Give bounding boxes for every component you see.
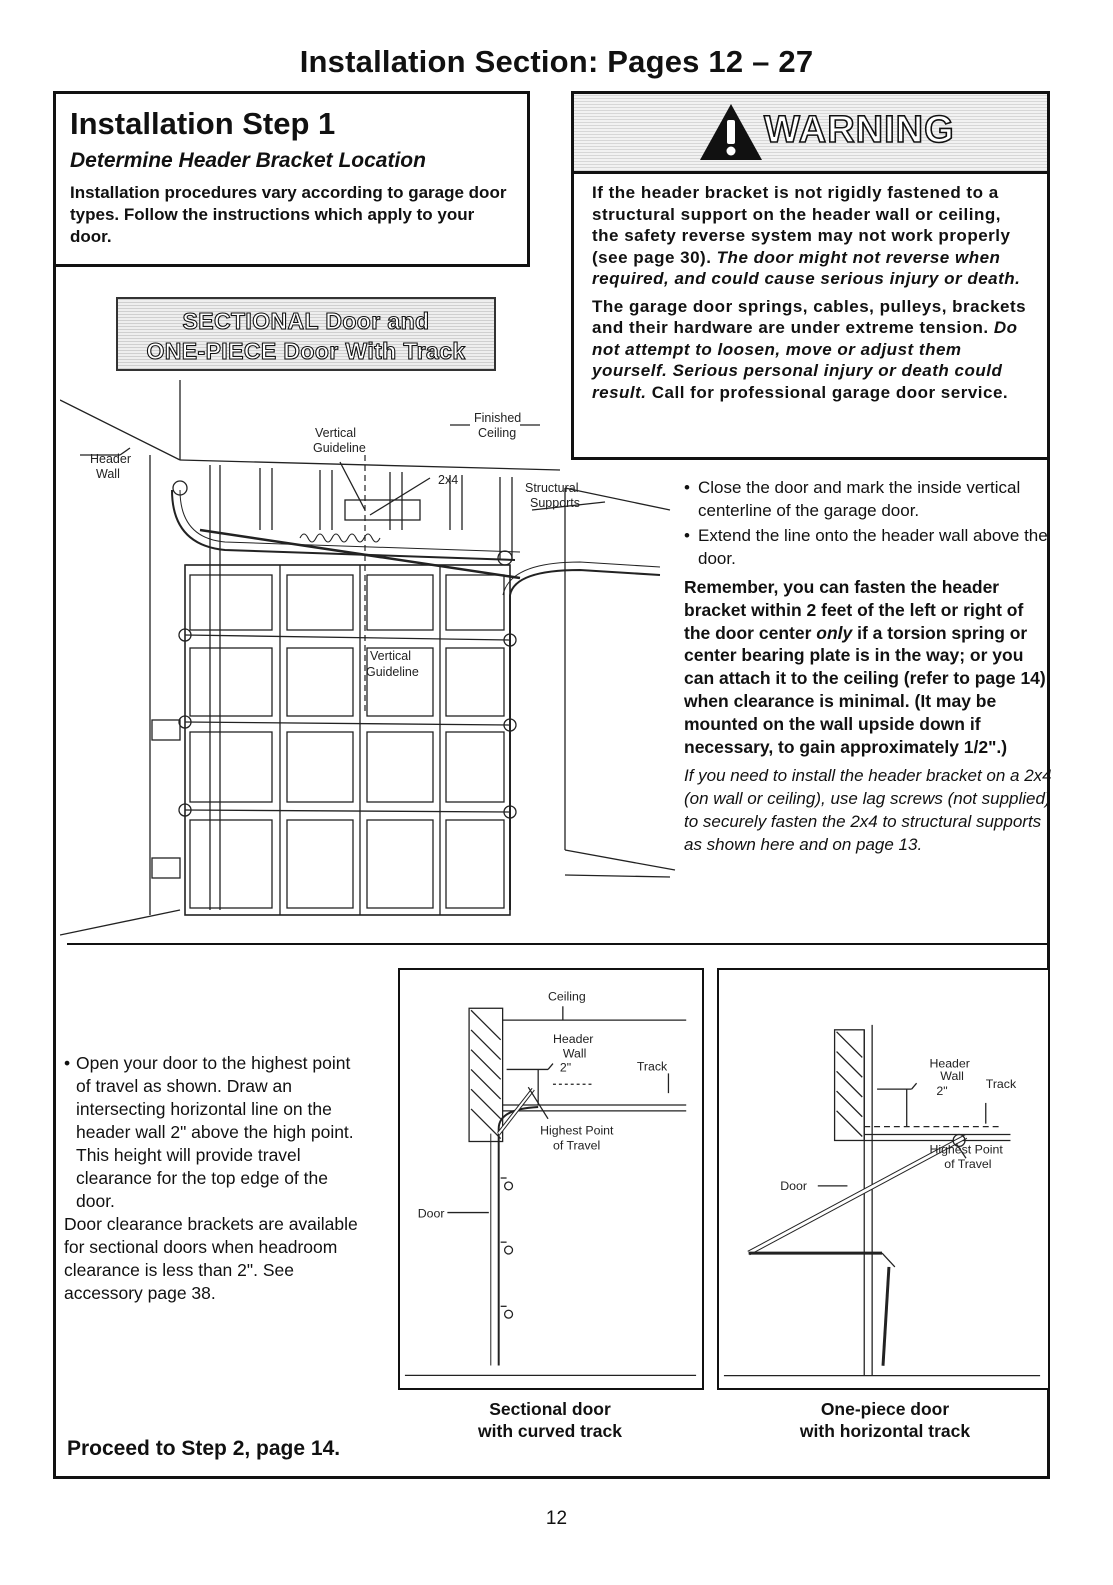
open-door-text: Open your door to the highest point of travel as shown. Draw an intersecting horizontal line on the header wall 2" above the high point. This height will provide travel clearance for the top edge of the door. — [76, 1053, 354, 1211]
step-box — [53, 91, 530, 267]
warning-triangle-icon — [698, 102, 764, 162]
highest-point-label-2: of Travel — [944, 1157, 992, 1172]
onepiece-caption-1: One-piece door — [820, 1399, 950, 1419]
remember-paragraph — [684, 576, 1052, 758]
vertical-guideline-label-2: Guideline — [313, 441, 366, 455]
bullet-1-text: Close the door and mark the inside vertical centerline of the garage door. — [698, 478, 1021, 520]
garage-door-illustration — [60, 380, 680, 940]
open-door-bullet: • Open your door to the highest point of travel as shown. Draw an intersecting horizontal line on the header wall 2" above the high point. This height will provide travel clearance for the top edge of the door. — [64, 1052, 364, 1213]
wall-label: Wall — [562, 1046, 587, 1061]
page-number: 12 — [545, 1508, 568, 1529]
page-heading: Installation Section: Pages 12 – 27 — [299, 44, 814, 79]
sectional-caption-2: with curved track — [478, 1421, 622, 1441]
lag-screws-paragraph: If you need to install the header bracket on a 2x4 (on wall or ceiling), use lag screws (not supplied) to securely fasten the 2x4 to structural supports as shown here and on page 13. — [684, 766, 1052, 855]
header-wall-label-2: Wall — [96, 467, 120, 481]
wall-label: Wall — [940, 1069, 964, 1084]
two-inch-label: 2" — [559, 1060, 572, 1075]
warning-text — [574, 174, 1047, 403]
proceed-link: Proceed to Step 2, page 14. — [67, 1437, 341, 1460]
highest-point-label-2: of Travel — [552, 1138, 601, 1153]
finished-ceiling-label-1: Finished — [474, 411, 522, 425]
inner-vertical-label-1: Vertical — [370, 649, 411, 663]
track-label: Track — [636, 1059, 668, 1074]
inner-vertical-label-2: Guideline — [366, 665, 419, 679]
highest-point-label-1: Highest Point — [540, 1123, 614, 1138]
warning-title: WARNING — [764, 109, 955, 151]
onepiece-caption — [760, 1398, 1010, 1442]
banner-line-1: SECTIONAL Door and — [182, 308, 430, 334]
track-label: Track — [985, 1077, 1017, 1092]
vertical-guideline-label-1: Vertical — [315, 426, 356, 440]
sectional-door-diagram — [398, 968, 704, 1390]
remember-only: only — [816, 622, 853, 643]
right-column-text — [684, 476, 1052, 856]
bullet-2-text: Extend the line onto the header wall above the door. — [698, 526, 1048, 568]
warning-banner — [574, 94, 1047, 174]
header-wall-label-1: Header — [90, 452, 131, 466]
clearance-paragraph: Door clearance brackets are available for sectional doors when headroom clearance is less than 2". See accessory page 38. — [64, 1214, 358, 1303]
remember-pre: Remember, you can fasten the header bracket within 2 feet of the left or right of the door center — [684, 577, 1024, 643]
structural-supports-label-2: Supports — [530, 496, 581, 510]
warning-p1-italic: The door might not reverse when required, and could cause serious injury or death. — [592, 247, 1021, 288]
instruction-bullet-1: • Close the door and mark the inside vertical centerline of the garage door. — [684, 476, 1052, 522]
warning-p2-bold: The garage door springs, cables, pulleys, brackets and their hardware are under extreme tension. — [592, 296, 1027, 337]
sectional-caption — [430, 1398, 670, 1442]
left-bottom-text — [64, 1052, 364, 1305]
structural-supports-label-1: Structural — [525, 481, 579, 495]
onepiece-door-diagram — [717, 968, 1050, 1390]
step-subtitle: Determine Header Bracket Location — [70, 149, 426, 172]
warning-p2-italic: Do not attempt to loosen, move or adjust them yourself. Serious personal injury or death could result. — [592, 318, 1018, 402]
two-inch-label: 2" — [936, 1084, 948, 1099]
header-label: Header — [552, 1031, 594, 1046]
sectional-caption-1: Sectional door — [489, 1399, 611, 1419]
step-title: Installation Step 1 — [70, 106, 336, 141]
header-label: Header — [929, 1056, 970, 1071]
warning-p2-end: Call for professional garage door service. — [646, 382, 1009, 402]
door-label: Door — [417, 1206, 445, 1221]
banner-line-2: ONE-PIECE Door With Track — [146, 338, 466, 364]
instruction-bullet-2: • Extend the line onto the header wall above the door. — [684, 524, 1052, 570]
two-by-four-label: 2x4 — [438, 473, 459, 487]
remember-post: if a torsion spring or center bearing plate is in the way; or you can attach it to the ceiling (refer to page 14) when clearance is minimal. (It may be mounted on the wall upside down if necessary, to gain approximately 1/2".) — [684, 622, 1046, 757]
warning-p1-bold: If the header bracket is not rigidly fastened to a structural support on the header wall or ceiling, the safety reverse system may not work properly (see page 30). — [592, 183, 1011, 267]
highest-point-label-1: Highest Point — [929, 1142, 1003, 1157]
door-type-banner — [116, 297, 496, 371]
finished-ceiling-label-2: Ceiling — [478, 426, 517, 440]
onepiece-caption-2: with horizontal track — [799, 1421, 971, 1441]
door-label: Door — [780, 1178, 807, 1193]
section-divider — [67, 943, 1050, 945]
ceiling-label: Ceiling — [548, 989, 586, 1004]
step-intro: Installation procedures vary according to garage door types. Follow the instructions which apply to your door. — [70, 183, 507, 246]
